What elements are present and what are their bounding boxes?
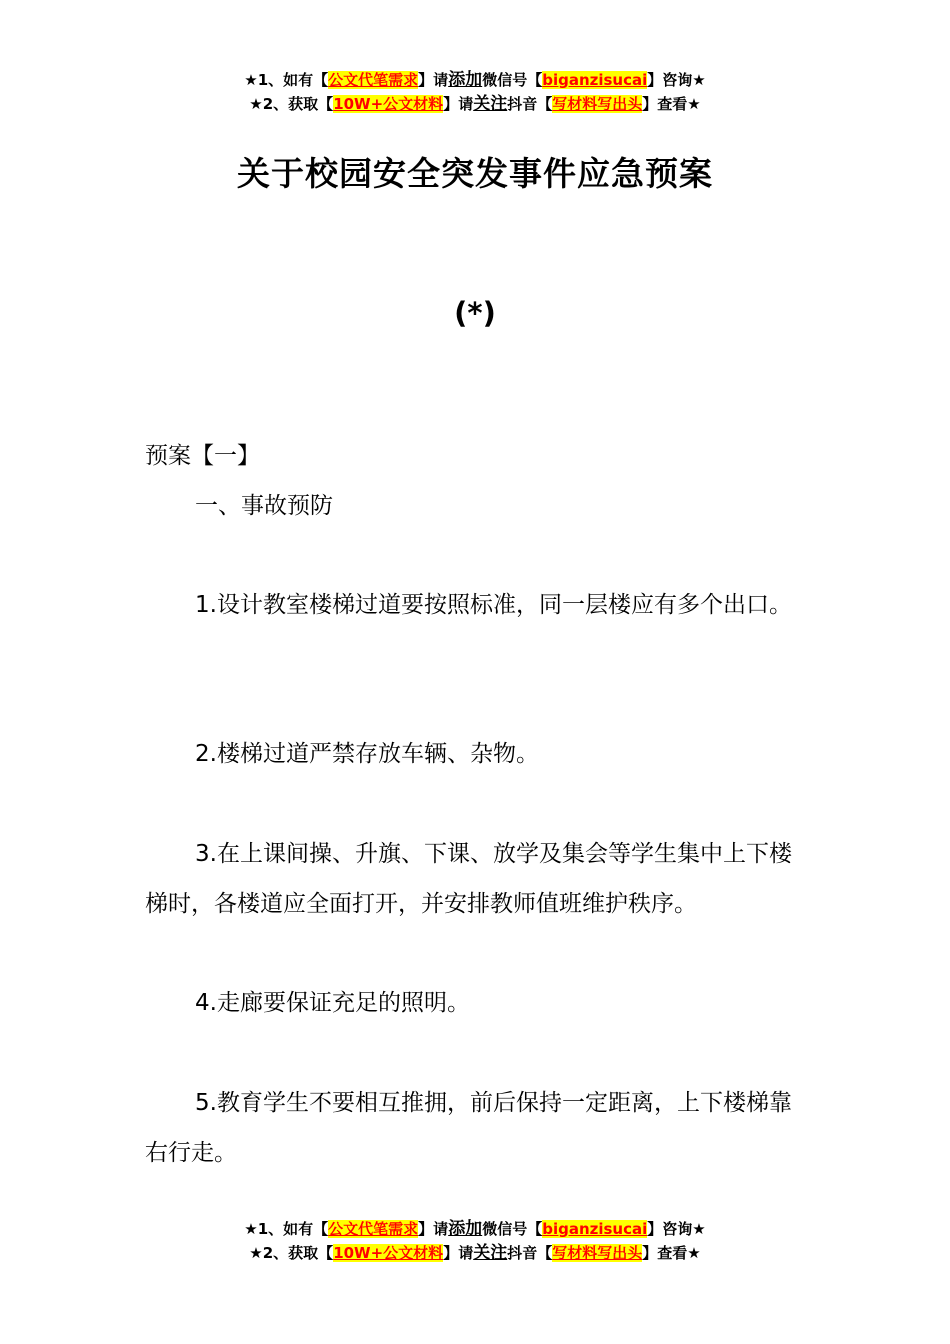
footer-banner — [0, 1217, 950, 1265]
banner-text: ★1、如有【 — [244, 71, 329, 89]
document-subtitle: (*) — [454, 296, 496, 330]
banner-highlight: 写材料写出头 — [552, 95, 643, 113]
banner-line-1 — [0, 68, 950, 92]
paragraph: 5.教育学生不要相互推拥，前后保持一定距离，上下楼梯靠右行走。 — [145, 1090, 792, 1166]
banner-text: 抖音【 — [507, 95, 553, 113]
banner-text: 微信号【 — [482, 71, 543, 89]
banner-text: 】请 — [443, 1244, 474, 1262]
section-label: 预案【一】 — [145, 443, 260, 469]
banner-highlight: 10W+公文材料 — [333, 1244, 444, 1262]
paragraph: 3.在上课间操、升旗、下课、放学及集会等学生集中上下楼梯时，各楼道应全面打开，并安排教师值班维护秩序。 — [145, 841, 792, 917]
banner-highlight: biganzisucai — [542, 1220, 648, 1238]
banner-text: ★2、获取【 — [249, 95, 334, 113]
banner-highlight: 10W+公文材料 — [333, 95, 444, 113]
banner-line-2 — [0, 92, 950, 116]
banner-text: 微信号【 — [482, 1220, 543, 1238]
document-title: 关于校园安全突发事件应急预案 — [237, 154, 713, 193]
banner-line-1 — [0, 1217, 950, 1241]
banner-text: ★1、如有【 — [244, 1220, 329, 1238]
banner-text: 】咨询★ — [647, 71, 706, 89]
banner-highlight: 公文代笔需求 — [328, 1220, 419, 1238]
banner-text: 】查看★ — [642, 1244, 701, 1262]
banner-text: 】请 — [418, 1220, 449, 1238]
banner-emphasis: 关注 — [473, 94, 508, 114]
banner-highlight: 公文代笔需求 — [328, 71, 419, 89]
banner-highlight: 写材料写出头 — [552, 1244, 643, 1262]
banner-text: 抖音【 — [507, 1244, 553, 1262]
paragraph: 4.走廊要保证充足的照明。 — [195, 990, 470, 1016]
paragraph: 2.楼梯过道严禁存放车辆、杂物。 — [195, 741, 539, 767]
banner-text: ★2、获取【 — [249, 1244, 334, 1262]
section-heading: 一、事故预防 — [195, 493, 333, 519]
banner-emphasis: 关注 — [473, 1243, 508, 1263]
banner-emphasis: 添加 — [448, 70, 483, 90]
banner-text: 】请 — [418, 71, 449, 89]
banner-highlight: biganzisucai — [542, 71, 648, 89]
banner-text: 】查看★ — [642, 95, 701, 113]
banner-text: 】请 — [443, 95, 474, 113]
banner-emphasis: 添加 — [448, 1219, 483, 1239]
banner-text: 】咨询★ — [647, 1220, 706, 1238]
paragraph: 1.设计教室楼梯过道要按照标准，同一层楼应有多个出口。 — [195, 592, 792, 618]
header-banner — [0, 68, 950, 116]
banner-line-2 — [0, 1241, 950, 1265]
